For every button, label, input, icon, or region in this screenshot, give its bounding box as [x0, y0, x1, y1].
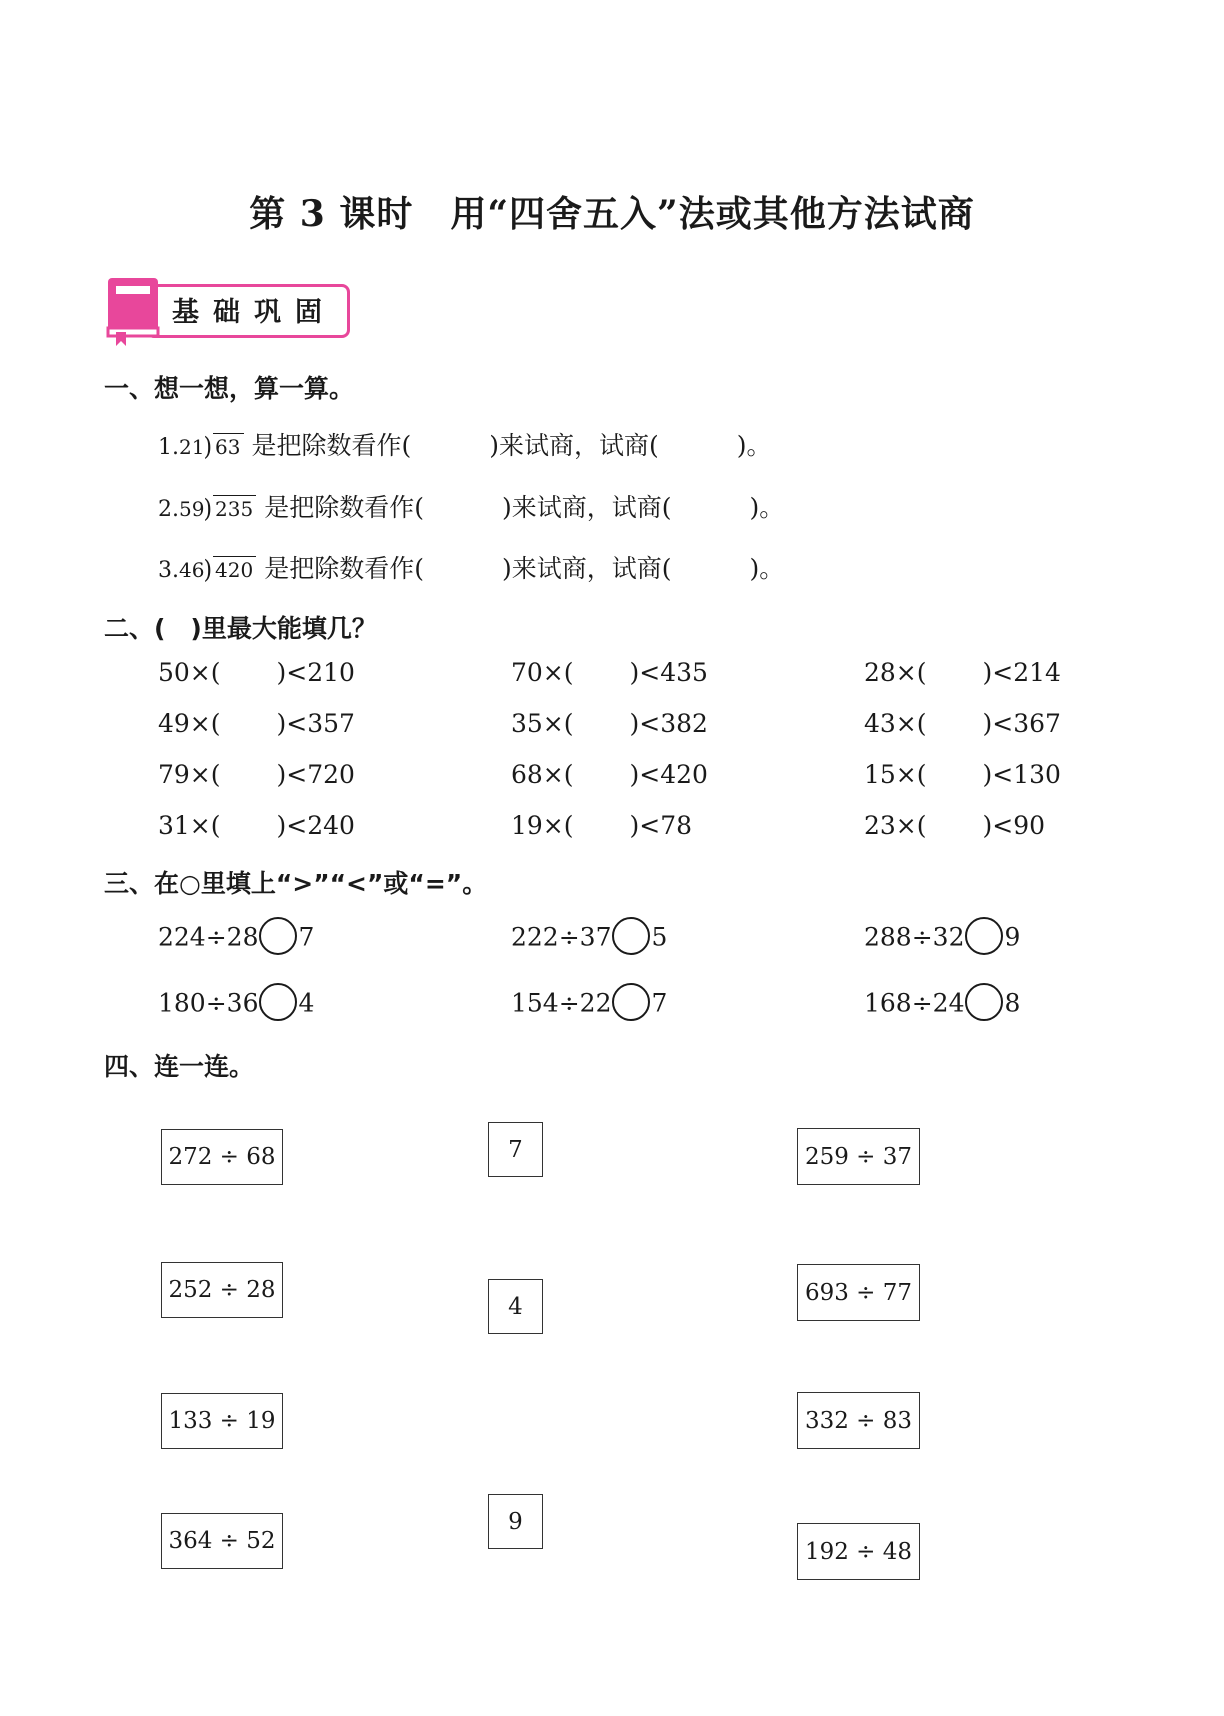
answer-circle[interactable] [259, 917, 297, 955]
right-expression-card[interactable]: 192 ÷ 48 [797, 1523, 920, 1580]
comparison-item: 288÷32 9 [864, 920, 1020, 958]
comparison-item: 224÷28 7 [158, 920, 314, 958]
middle-answer-card[interactable]: 7 [488, 1122, 543, 1177]
long-division: 21) 63 [179, 433, 244, 460]
inequality-item: 15×( )<130 [864, 760, 1061, 789]
right-expression-card[interactable]: 259 ÷ 37 [797, 1128, 920, 1185]
comparison-item: 168÷24 8 [864, 986, 1020, 1024]
left-expression-card[interactable]: 252 ÷ 28 [161, 1262, 283, 1318]
middle-answer-card[interactable]: 4 [488, 1279, 543, 1334]
section4-heading: 四、连一连。 [104, 1052, 255, 1081]
left-expression-card[interactable]: 272 ÷ 68 [161, 1129, 283, 1185]
section1-item-2: 2.59) 235 是把除数看作( )来试商，试商( )。 [158, 493, 785, 524]
section1-heading: 一、想一想，算一算。 [104, 374, 355, 403]
inequality-item: 50×( )<210 [158, 658, 355, 687]
inequality-item: 35×( )<382 [511, 709, 708, 738]
item-number: 3. [158, 558, 179, 583]
answer-circle[interactable] [612, 917, 650, 955]
inequality-item: 43×( )<367 [864, 709, 1061, 738]
answer-circle[interactable] [259, 983, 297, 1021]
inequality-item: 79×( )<720 [158, 760, 355, 789]
inequality-item: 23×( )<90 [864, 811, 1046, 840]
right-expression-card[interactable]: 693 ÷ 77 [797, 1264, 920, 1321]
book-icon [106, 276, 166, 346]
long-division: 59) 235 [179, 495, 256, 522]
left-expression-card[interactable]: 133 ÷ 19 [161, 1393, 283, 1449]
section-badge [106, 276, 352, 346]
item-number: 2. [158, 497, 179, 522]
badge-label: 基础巩固 [172, 297, 336, 328]
section3-heading: 三、在○里填上“>”“<”或“=”。 [104, 869, 488, 898]
inequality-item: 49×( )<357 [158, 709, 355, 738]
middle-answer-card[interactable]: 9 [488, 1494, 543, 1549]
section2-heading: 二、( )里最大能填几？ [104, 614, 377, 643]
long-division: 46) 420 [179, 556, 256, 583]
left-expression-card[interactable]: 364 ÷ 52 [161, 1513, 283, 1569]
comparison-item: 222÷37 5 [511, 920, 667, 958]
section1-item-3: 3.46) 420 是把除数看作( )来试商，试商( )。 [158, 554, 785, 585]
answer-circle[interactable] [965, 983, 1003, 1021]
answer-circle[interactable] [965, 917, 1003, 955]
inequality-item: 70×( )<435 [511, 658, 708, 687]
comparison-item: 154÷22 7 [511, 986, 667, 1024]
inequality-item: 31×( )<240 [158, 811, 355, 840]
inequality-item: 19×( )<78 [511, 811, 693, 840]
right-expression-card[interactable]: 332 ÷ 83 [797, 1392, 920, 1449]
item-number: 1. [158, 435, 179, 460]
inequality-item: 68×( )<420 [511, 760, 708, 789]
section1-item-1: 1.21) 63 是把除数看作( )来试商，试商( )。 [158, 431, 772, 462]
answer-circle[interactable] [612, 983, 650, 1021]
inequality-item: 28×( )<214 [864, 658, 1061, 687]
page-title: 第 3 课时 用“四舍五入”法或其他方法试商 [249, 193, 975, 235]
comparison-item: 180÷36 4 [158, 986, 314, 1024]
